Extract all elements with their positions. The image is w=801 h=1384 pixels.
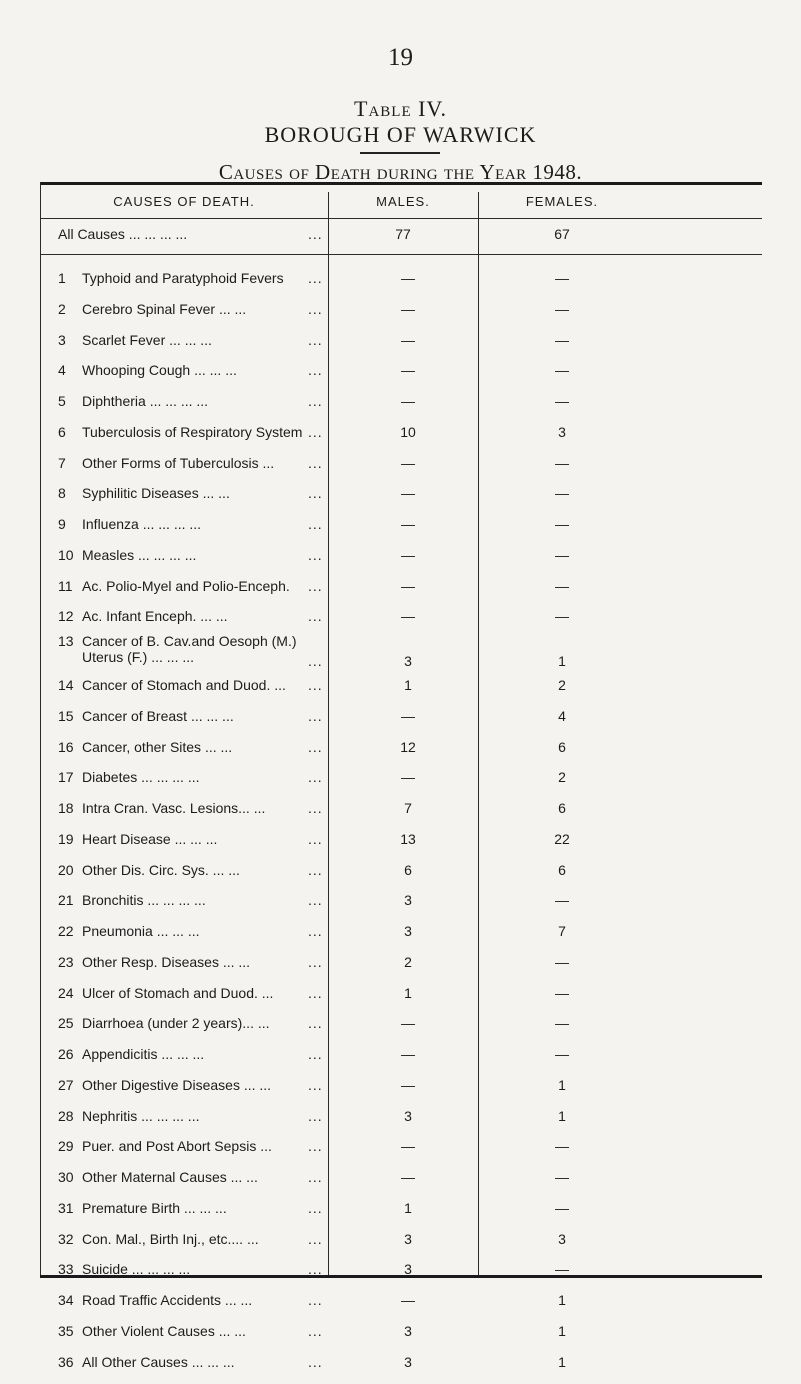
- row-males: —: [328, 301, 488, 317]
- row-dots: ...: [308, 1323, 323, 1339]
- row-females: —: [478, 485, 646, 501]
- all-causes-row: [40, 226, 762, 252]
- row-females: —: [478, 954, 646, 970]
- row-cause: Other Resp. Diseases ... ...: [82, 954, 322, 970]
- row-number: 26: [58, 1046, 86, 1062]
- row-cause: Cancer of Stomach and Duod. ...: [82, 677, 322, 693]
- row-cause: Pneumonia ... ... ...: [82, 923, 322, 939]
- row-females: 22: [478, 831, 646, 847]
- row-females: 2: [478, 769, 646, 785]
- row-number: 20: [58, 862, 86, 878]
- row-dots: ...: [308, 1138, 323, 1154]
- row-dots: ...: [308, 1077, 323, 1093]
- row-females: —: [478, 1200, 646, 1216]
- row-cause: All Other Causes ... ... ...: [82, 1354, 322, 1370]
- row-dots: ...: [308, 1169, 323, 1185]
- row-males: —: [328, 769, 488, 785]
- table-subtitle: Causes of Death during the Year 1948.: [0, 160, 801, 185]
- row-number: 8: [58, 485, 86, 501]
- table-row: [40, 1200, 762, 1231]
- row-males: 12: [328, 739, 488, 755]
- row-females: —: [478, 1015, 646, 1031]
- row-cause: Other Violent Causes ... ...: [82, 1323, 322, 1339]
- table-row: [40, 677, 762, 708]
- row-females: —: [478, 455, 646, 471]
- row-number: 34: [58, 1292, 86, 1308]
- row-number: 2: [58, 301, 86, 317]
- all-causes-females: 67: [478, 226, 646, 242]
- row-dots: ...: [308, 831, 323, 847]
- row-females: —: [478, 301, 646, 317]
- row-males: —: [328, 393, 488, 409]
- row-dots: ...: [308, 608, 323, 624]
- row-males: —: [328, 1292, 488, 1308]
- row-females: —: [478, 578, 646, 594]
- row-dots: ...: [308, 985, 323, 1001]
- row-number: 19: [58, 831, 86, 847]
- row-males: —: [328, 485, 488, 501]
- row-dots: ...: [308, 1261, 323, 1277]
- table-row: [40, 739, 762, 770]
- row-males: —: [328, 332, 488, 348]
- row-number: 10: [58, 547, 86, 563]
- table-row: [40, 1015, 762, 1046]
- row-number: 6: [58, 424, 86, 440]
- row-cause: Influenza ... ... ... ...: [82, 516, 322, 532]
- row-males: 3: [328, 1231, 488, 1247]
- row-dots: ...: [308, 485, 323, 501]
- row-males: —: [328, 1169, 488, 1185]
- table-row: [40, 516, 762, 547]
- row-dots: ...: [308, 301, 323, 317]
- row-cause: Cancer of B. Cav.and Oesoph (M.) Uterus (F.) ... ... ...: [82, 633, 322, 665]
- row-dots: ...: [308, 677, 323, 693]
- row-dots: ...: [308, 769, 323, 785]
- table-row: [40, 800, 762, 831]
- all-causes-rule: [40, 254, 762, 255]
- row-dots: ...: [308, 1108, 323, 1124]
- row-number: 3: [58, 332, 86, 348]
- row-number: 32: [58, 1231, 86, 1247]
- row-females: —: [478, 362, 646, 378]
- row-dots: ...: [308, 1015, 323, 1031]
- row-number: 21: [58, 892, 86, 908]
- row-dots: ...: [308, 516, 323, 532]
- row-females: 7: [478, 923, 646, 939]
- row-females: —: [478, 393, 646, 409]
- row-males: —: [328, 1138, 488, 1154]
- row-number: 25: [58, 1015, 86, 1031]
- row-males: 1: [328, 1200, 488, 1216]
- row-number: 1: [58, 270, 86, 286]
- row-dots: ...: [308, 332, 323, 348]
- row-cause: Syphilitic Diseases ... ...: [82, 485, 322, 501]
- row-dots: ...: [308, 1200, 323, 1216]
- row-number: 31: [58, 1200, 86, 1216]
- row-dots: ...: [308, 424, 323, 440]
- row-number: 22: [58, 923, 86, 939]
- row-males: 1: [328, 985, 488, 1001]
- table-row: [40, 455, 762, 486]
- table-row: [40, 362, 762, 393]
- row-females: 6: [478, 800, 646, 816]
- table-row: [40, 1231, 762, 1262]
- row-dots: ...: [308, 270, 323, 286]
- row-cause: Nephritis ... ... ... ...: [82, 1108, 322, 1124]
- row-cause: Bronchitis ... ... ... ...: [82, 892, 322, 908]
- row-dots: ...: [308, 653, 323, 669]
- row-females: 6: [478, 739, 646, 755]
- header-rule: [40, 218, 762, 219]
- row-males: 3: [328, 1354, 488, 1370]
- row-cause: Con. Mal., Birth Inj., etc.... ...: [82, 1231, 322, 1247]
- row-dots: ...: [308, 800, 323, 816]
- table-row: [40, 485, 762, 516]
- table-row: [40, 831, 762, 862]
- row-females: —: [478, 547, 646, 563]
- row-females: —: [478, 270, 646, 286]
- row-females: 3: [478, 424, 646, 440]
- table-label: Table IV.: [0, 96, 801, 122]
- table-bottom-rule: [40, 1275, 762, 1278]
- table-row: [40, 862, 762, 893]
- table-row: [40, 954, 762, 985]
- row-dots: ...: [308, 362, 323, 378]
- row-males: —: [328, 455, 488, 471]
- table-row: [40, 1169, 762, 1200]
- row-cause: Cancer, other Sites ... ...: [82, 739, 322, 755]
- row-number: 35: [58, 1323, 86, 1339]
- row-females: 4: [478, 708, 646, 724]
- row-dots: ...: [308, 1354, 323, 1370]
- table-row: [40, 1138, 762, 1169]
- row-females: —: [478, 1169, 646, 1185]
- row-cause: Other Digestive Diseases ... ...: [82, 1077, 322, 1093]
- row-number: 17: [58, 769, 86, 785]
- title-divider: [360, 152, 440, 154]
- all-causes-males: 77: [328, 226, 478, 242]
- row-cause: Typhoid and Paratyphoid Fevers: [82, 270, 322, 286]
- table-row: [40, 270, 762, 301]
- row-males: —: [328, 578, 488, 594]
- row-dots: ...: [308, 578, 323, 594]
- row-males: 3: [328, 653, 488, 669]
- row-males: —: [328, 516, 488, 532]
- row-males: —: [328, 547, 488, 563]
- row-cause: Diarrhoea (under 2 years)... ...: [82, 1015, 322, 1031]
- row-number: 7: [58, 455, 86, 471]
- row-males: 3: [328, 1323, 488, 1339]
- table-top-rule: [40, 182, 762, 185]
- row-dots: ...: [308, 923, 323, 939]
- row-cause: Heart Disease ... ... ...: [82, 831, 322, 847]
- row-males: 3: [328, 923, 488, 939]
- row-number: 5: [58, 393, 86, 409]
- row-number: 15: [58, 708, 86, 724]
- row-number: 13: [58, 633, 86, 649]
- table-row: [40, 769, 762, 800]
- row-number: 33: [58, 1261, 86, 1277]
- row-females: 1: [478, 1077, 646, 1093]
- table-row: [40, 892, 762, 923]
- row-cause: Other Dis. Circ. Sys. ... ...: [82, 862, 322, 878]
- row-cause: Premature Birth ... ... ...: [82, 1200, 322, 1216]
- table-row: [40, 1354, 762, 1384]
- header-males: MALES.: [328, 194, 478, 209]
- row-females: —: [478, 1261, 646, 1277]
- row-cause: Road Traffic Accidents ... ...: [82, 1292, 322, 1308]
- row-number: 23: [58, 954, 86, 970]
- row-cause: Cerebro Spinal Fever ... ...: [82, 301, 322, 317]
- row-cause: Diabetes ... ... ... ...: [82, 769, 322, 785]
- row-dots: ...: [308, 862, 323, 878]
- row-dots: ...: [308, 1231, 323, 1247]
- table-row: [40, 1292, 762, 1323]
- row-cause: Scarlet Fever ... ... ...: [82, 332, 322, 348]
- row-cause: Ulcer of Stomach and Duod. ...: [82, 985, 322, 1001]
- row-males: —: [328, 270, 488, 286]
- row-females: 1: [478, 653, 646, 669]
- row-cause: Ac. Infant Enceph. ... ...: [82, 608, 322, 624]
- row-cause: Whooping Cough ... ... ...: [82, 362, 322, 378]
- row-males: 6: [328, 862, 488, 878]
- table-row: [40, 1108, 762, 1139]
- row-females: 2: [478, 677, 646, 693]
- row-number: 28: [58, 1108, 86, 1124]
- row-number: 14: [58, 677, 86, 693]
- row-dots: ...: [308, 1292, 323, 1308]
- row-males: —: [328, 1015, 488, 1031]
- row-cause: Appendicitis ... ... ...: [82, 1046, 322, 1062]
- table-row: [40, 332, 762, 363]
- table-row: [40, 1046, 762, 1077]
- row-number: 12: [58, 608, 86, 624]
- row-males: —: [328, 708, 488, 724]
- row-females: —: [478, 985, 646, 1001]
- row-cause: Tuberculosis of Respiratory System: [82, 424, 322, 440]
- table-row: [40, 301, 762, 332]
- row-males: 3: [328, 1261, 488, 1277]
- table-row: [40, 547, 762, 578]
- row-females: 1: [478, 1354, 646, 1370]
- cause-rows: [40, 270, 762, 1384]
- row-cause: Intra Cran. Vasc. Lesions... ...: [82, 800, 322, 816]
- row-cause: Puer. and Post Abort Sepsis ...: [82, 1138, 322, 1154]
- row-dots: ...: [308, 708, 323, 724]
- row-number: 27: [58, 1077, 86, 1093]
- row-dots: ...: [308, 455, 323, 471]
- row-males: 13: [328, 831, 488, 847]
- table-row: [40, 1323, 762, 1354]
- row-females: 1: [478, 1292, 646, 1308]
- row-dots: ...: [308, 226, 323, 242]
- header-causes: CAUSES OF DEATH.: [40, 194, 328, 209]
- row-males: —: [328, 608, 488, 624]
- row-females: —: [478, 1138, 646, 1154]
- row-dots: ...: [308, 393, 323, 409]
- borough-title: BOROUGH OF WARWICK: [0, 122, 801, 148]
- row-cause: Suicide ... ... ... ...: [82, 1261, 322, 1277]
- row-males: 3: [328, 892, 488, 908]
- row-cause: Diphtheria ... ... ... ...: [82, 393, 322, 409]
- row-females: —: [478, 1046, 646, 1062]
- table-row: [40, 923, 762, 954]
- table-row: [40, 1077, 762, 1108]
- row-females: 1: [478, 1323, 646, 1339]
- row-dots: ...: [308, 739, 323, 755]
- death-causes-table: [40, 182, 762, 1277]
- all-causes-label: All Causes ... ... ... ...: [58, 226, 187, 242]
- row-dots: ...: [308, 892, 323, 908]
- row-number: 29: [58, 1138, 86, 1154]
- page-number: 19: [0, 44, 801, 72]
- row-females: 1: [478, 1108, 646, 1124]
- row-males: —: [328, 1077, 488, 1093]
- row-cause: Ac. Polio-Myel and Polio-Enceph.: [82, 578, 322, 594]
- row-males: 10: [328, 424, 488, 440]
- table-row: [40, 639, 762, 677]
- row-males: 2: [328, 954, 488, 970]
- row-dots: ...: [308, 547, 323, 563]
- row-number: 24: [58, 985, 86, 1001]
- row-dots: ...: [308, 954, 323, 970]
- row-number: 9: [58, 516, 86, 532]
- row-number: 4: [58, 362, 86, 378]
- row-cause: Measles ... ... ... ...: [82, 547, 322, 563]
- row-cause: Other Maternal Causes ... ...: [82, 1169, 322, 1185]
- row-number: 30: [58, 1169, 86, 1185]
- row-males: 3: [328, 1108, 488, 1124]
- row-number: 36: [58, 1354, 86, 1370]
- row-females: 3: [478, 1231, 646, 1247]
- row-females: —: [478, 892, 646, 908]
- row-number: 11: [58, 578, 86, 594]
- row-dots: ...: [308, 1046, 323, 1062]
- row-males: 1: [328, 677, 488, 693]
- header-females: FEMALES.: [478, 194, 646, 209]
- row-females: —: [478, 608, 646, 624]
- row-males: 7: [328, 800, 488, 816]
- row-females: 6: [478, 862, 646, 878]
- row-number: 16: [58, 739, 86, 755]
- table-row: [40, 708, 762, 739]
- row-females: —: [478, 332, 646, 348]
- table-row: [40, 424, 762, 455]
- row-cause: Cancer of Breast ... ... ...: [82, 708, 322, 724]
- row-males: —: [328, 362, 488, 378]
- table-row: [40, 985, 762, 1016]
- table-row: [40, 393, 762, 424]
- row-males: —: [328, 1046, 488, 1062]
- row-females: —: [478, 516, 646, 532]
- table-row: [40, 578, 762, 609]
- row-number: 18: [58, 800, 86, 816]
- row-cause: Other Forms of Tuberculosis ...: [82, 455, 322, 471]
